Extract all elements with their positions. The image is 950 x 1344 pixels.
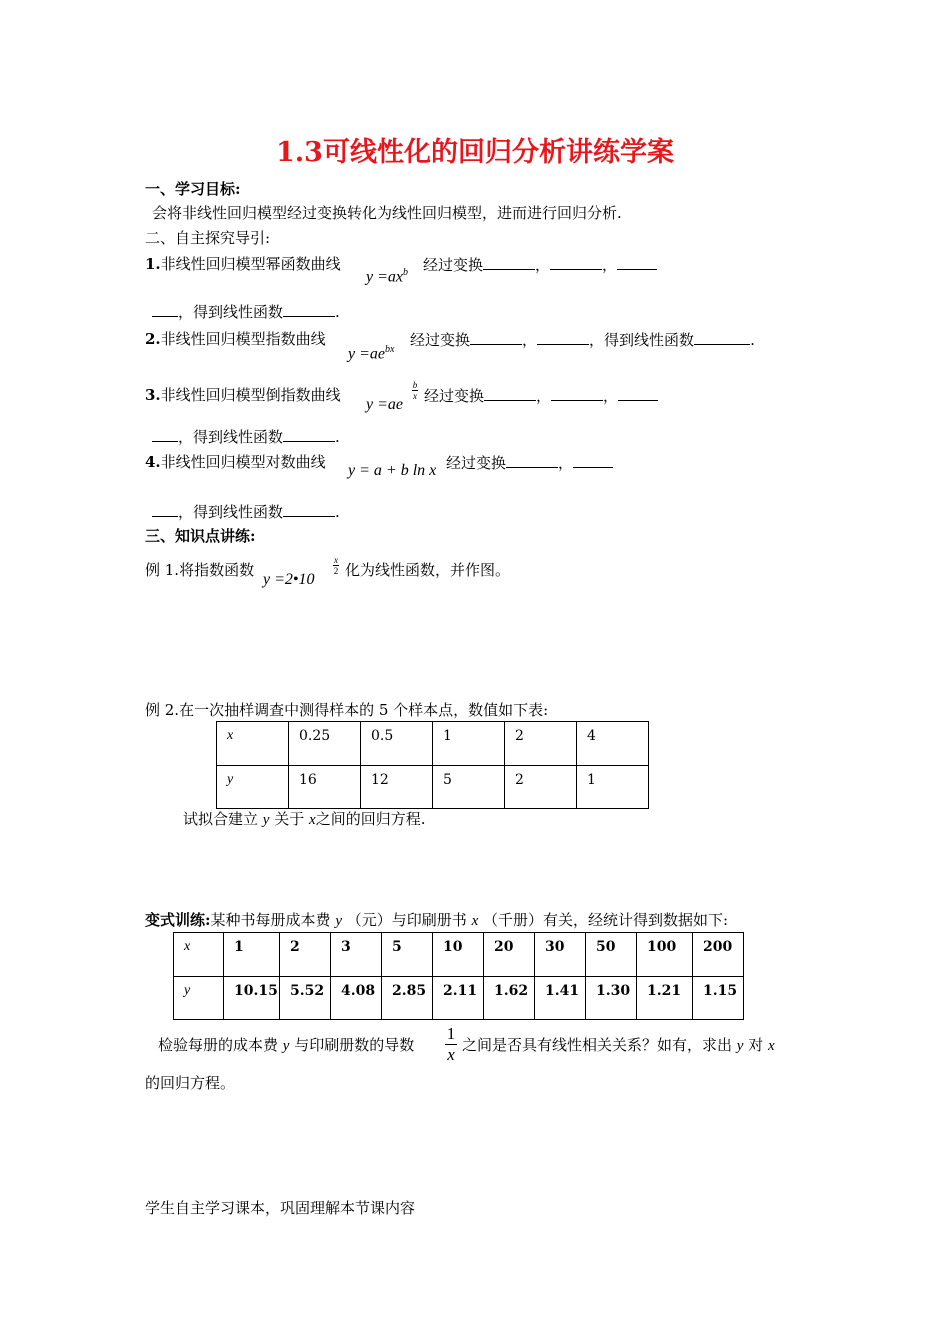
blank[interactable]	[573, 453, 613, 468]
table-cell: 5	[433, 766, 505, 809]
blank[interactable]	[537, 330, 589, 345]
page-title: 1.3可线性化的回归分析讲练学案	[276, 137, 674, 168]
blank[interactable]	[484, 386, 536, 401]
question-4-after: 经过变换 ，	[446, 453, 613, 472]
log-formula: y = a + b ln x	[348, 462, 437, 479]
table-cell: y	[217, 766, 289, 809]
table-cell: 5.52	[280, 977, 331, 1020]
blank[interactable]	[283, 302, 335, 317]
blank[interactable]	[618, 386, 658, 401]
table-cell: 10	[433, 933, 484, 977]
question-3-end: ，得到线性函数 .	[152, 427, 340, 446]
table-cell: 2	[505, 766, 577, 809]
example-1-after: 化为线性函数，并作图。	[345, 561, 511, 579]
table-cell: 200	[693, 933, 744, 977]
question-3: 3.非线性回归模型倒指数曲线	[145, 386, 341, 404]
blank[interactable]	[483, 255, 535, 270]
blank[interactable]	[617, 255, 657, 270]
table-cell: 1	[577, 766, 649, 809]
table-cell: 1.21	[637, 977, 693, 1020]
table-cell: y	[174, 977, 224, 1020]
table-cell: 100	[637, 933, 693, 977]
question-2-after: 经过变换 ， ，得到线性函数 .	[410, 331, 755, 349]
section-3-heading: 三、知识点讲练:	[145, 527, 256, 545]
table-cell: 1.15	[693, 977, 744, 1020]
table-cell: 12	[361, 766, 433, 809]
blank[interactable]	[152, 302, 178, 317]
table-cell: 1.62	[484, 977, 535, 1020]
question-4: 4.非线性回归模型对数曲线	[145, 453, 326, 471]
table-cell: 5	[382, 933, 433, 977]
table-cell: 50	[586, 933, 637, 977]
example-1: 例 1.将指数函数	[145, 561, 255, 579]
table-cell: 30	[535, 933, 586, 977]
table-cell: 1	[224, 933, 280, 977]
section-2-heading: 二、自主探究导引:	[145, 229, 271, 247]
table-cell: 2.85	[382, 977, 433, 1020]
question-1-after: 经过变换 ， ，	[423, 255, 657, 274]
blank[interactable]	[470, 330, 522, 345]
reciprocal-fraction: 1 x	[446, 1024, 456, 1064]
table-cell: 16	[289, 766, 361, 809]
blank[interactable]	[694, 330, 750, 345]
question-2: 2.非线性回归模型指数曲线	[145, 330, 326, 348]
table-cell: 2	[280, 933, 331, 977]
variant-table	[173, 932, 744, 1020]
variant-question-2: 之间是否具有线性相关关系？如有，求出 y 对 x	[462, 1036, 775, 1054]
question-1-end: ，得到线性函数 .	[152, 302, 340, 321]
blank[interactable]	[506, 453, 558, 468]
blank[interactable]	[152, 427, 178, 442]
table-cell: 3	[331, 933, 382, 977]
table-cell: 4	[577, 722, 649, 766]
example-2-question: 试拟合建立 y 关于 x之间的回归方程.	[183, 810, 426, 828]
inverse-exp-formula: y =ae	[366, 396, 403, 413]
table-cell: x	[174, 933, 224, 977]
sample-table	[216, 721, 649, 809]
table-cell: 1.30	[586, 977, 637, 1020]
question-1: 1.非线性回归模型幂函数曲线	[145, 255, 341, 273]
table-cell: 2	[505, 722, 577, 766]
blank[interactable]	[152, 502, 178, 517]
question-3-after: 经过变换 ， ，	[424, 386, 658, 405]
table-cell: 10.15	[224, 977, 280, 1020]
table-cell: 4.08	[331, 977, 382, 1020]
variant-question-3: 的回归方程。	[145, 1074, 236, 1092]
table-cell: 2.11	[433, 977, 484, 1020]
variant-intro: 变式训练:某种书每册成本费 y （元）与印刷册书 x （千册）有关，经统计得到数据如下:	[145, 911, 729, 929]
blank[interactable]	[283, 502, 335, 517]
table-cell: 20	[484, 933, 535, 977]
inverse-exp-exponent: b x	[412, 380, 418, 401]
table-cell: 0.5	[361, 722, 433, 766]
section-1-text: 会将非线性回归模型经过变换转化为线性回归模型，进而进行回归分析.	[152, 204, 622, 222]
question-4-end: ，得到线性函数 .	[152, 502, 340, 521]
footer-note: 学生自主学习课本，巩固理解本节课内容	[145, 1199, 416, 1217]
variant-question-1: 检验每册的成本费 y 与印刷册数的导数	[158, 1036, 415, 1054]
example-1-formula: y =2•10	[263, 571, 315, 588]
power-formula: $y =ax^b$	[366, 267, 408, 286]
exp-formula: $y =ae^{bx}$	[348, 344, 395, 363]
example-1-exponent: x 2	[333, 555, 339, 576]
table-cell: 0.25	[289, 722, 361, 766]
blank[interactable]	[283, 427, 335, 442]
section-1-heading: 一、学习目标:	[145, 180, 241, 198]
blank[interactable]	[551, 386, 603, 401]
blank[interactable]	[550, 255, 602, 270]
table-cell: x	[217, 722, 289, 766]
example-2: 例 2.在一次抽样调查中测得样本的 5 个样本点，数值如下表:	[145, 701, 549, 719]
table-cell: 1.41	[535, 977, 586, 1020]
table-cell: 1	[433, 722, 505, 766]
